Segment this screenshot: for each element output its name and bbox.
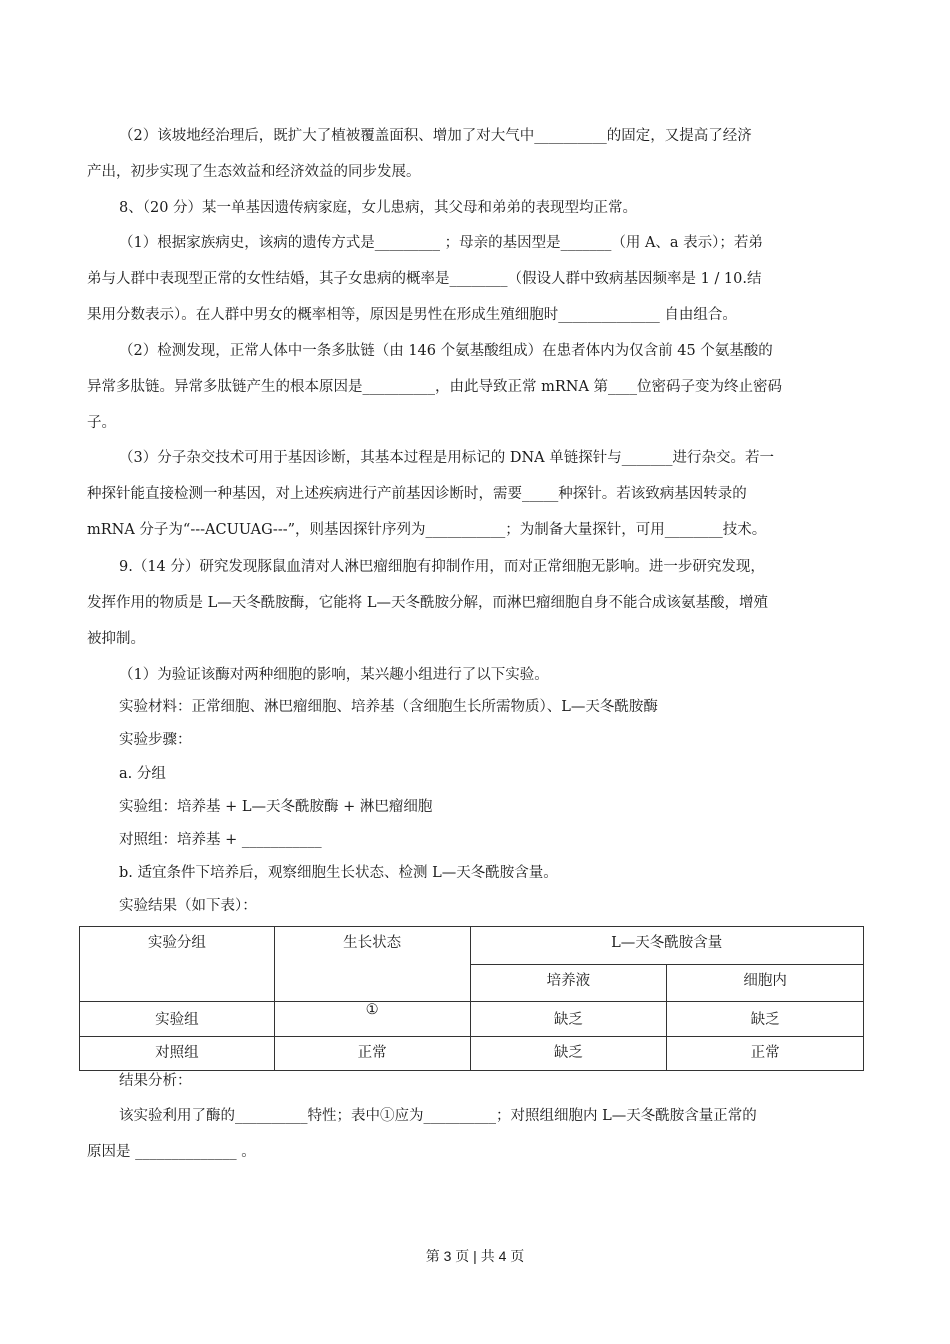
cell-state: ① [274, 1002, 470, 1037]
text-line: 异常多肽链。异常多肽链产生的根本原因是__________，由此导致正常 mRNA 第____位密码子变为终止密码 [87, 379, 783, 395]
text-line: 子。 [87, 415, 116, 431]
text-line: 发挥作用的物质是 L—天冬酰胺酶，它能将 L—天冬酰胺分解，而淋巴瘤细胞自身不能合成该氨基酸，增殖 [87, 595, 768, 611]
text-line: 结果分析： [119, 1073, 192, 1089]
page-footer: 第 3 页 | 共 4 页 [425, 1248, 525, 1264]
text-line: 弟与人群中表现型正常的女性结婚，其子女患病的概率是________（假设人群中致病基因频率是 1 / 10.结 [87, 271, 762, 287]
text-line: （2）该坡地经治理后，既扩大了植被覆盖面积、增加了对大气中__________的固定，又提高了经济 [119, 128, 752, 144]
text-line: 实验组：培养基 + L—天冬酰胺酶 + 淋巴瘤细胞 [119, 799, 433, 815]
cell-state: 正常 [274, 1037, 470, 1071]
text-line: mRNA 分子为“---ACUUAG---”，则基因探针序列为___________；为制备大量探针，可用________技术。 [87, 522, 767, 538]
header-group: 实验分组 [80, 927, 275, 1002]
text-line: b. 适宜条件下培养后，观察细胞生长状态、检测 L—天冬酰胺含量。 [119, 865, 558, 881]
text-line: （1）为验证该酶对两种细胞的影响，某兴趣小组进行了以下实验。 [119, 667, 549, 683]
table-row [80, 1037, 864, 1071]
text-line: （3）分子杂交技术可用于基因诊断，其基本过程是用标记的 DNA 单链探针与_______进行杂交。若一 [119, 450, 774, 466]
text-line: （2）检测发现，正常人体中一条多肽链（由 146 个氨基酸组成）在患者体内为仅含前 45 个氨基酸的 [119, 343, 773, 359]
text-line: 原因是 ______________ 。 [87, 1144, 256, 1160]
header-state: 生长状态 [274, 927, 470, 1002]
cell-cell: 缺乏 [667, 1002, 864, 1037]
text-line: 产出，初步实现了生态效益和经济效益的同步发展。 [87, 164, 421, 180]
question-8-heading: 8、（20 分）某一单基因遗传病家庭，女儿患病，其父母和弟弟的表现型均正常。 [119, 200, 638, 216]
cell-group: 对照组 [80, 1037, 275, 1071]
text-line: 该实验利用了酶的__________特性；表中①应为__________；对照组细胞内 L—天冬酰胺含量正常的 [119, 1108, 757, 1124]
text-line: （1）根据家族病史，该病的遗传方式是_________ ；母亲的基因型是_______（用 A、a 表示）；若弟 [119, 235, 763, 251]
table-row [80, 1002, 864, 1037]
subheader-medium: 培养液 [470, 964, 667, 1002]
header-content: L—天冬酰胺含量 [470, 927, 864, 965]
text-line: 被抑制。 [87, 631, 145, 647]
subheader-cell: 细胞内 [667, 964, 864, 1002]
question-9-heading: 9.（14 分）研究发现豚鼠血清对人淋巴瘤细胞有抑制作用，而对正常细胞无影响。进一步研究发现， [119, 559, 765, 575]
text-line: 种探针能直接检测一种基因，对上述疾病进行产前基因诊断时，需要_____种探针。若该致病基因转录的 [87, 486, 747, 502]
text-line: 实验材料：正常细胞、淋巴瘤细胞、培养基（含细胞生长所需物质）、L—天冬酰胺酶 [119, 699, 658, 715]
text-line: 实验步骤： [119, 732, 192, 748]
cell-cell: 正常 [667, 1037, 864, 1071]
cell-group: 实验组 [80, 1002, 275, 1037]
cell-medium: 缺乏 [470, 1002, 667, 1037]
text-line: 对照组：培养基 + ___________ [119, 832, 322, 848]
text-line: 实验结果（如下表）： [119, 898, 257, 914]
text-line: a. 分组 [119, 766, 166, 782]
results-table [79, 926, 864, 1071]
text-line: 果用分数表示）。在人群中男女的概率相等，原因是男性在形成生殖细胞时______________ 自由组合。 [87, 307, 737, 323]
cell-medium: 缺乏 [470, 1037, 667, 1071]
